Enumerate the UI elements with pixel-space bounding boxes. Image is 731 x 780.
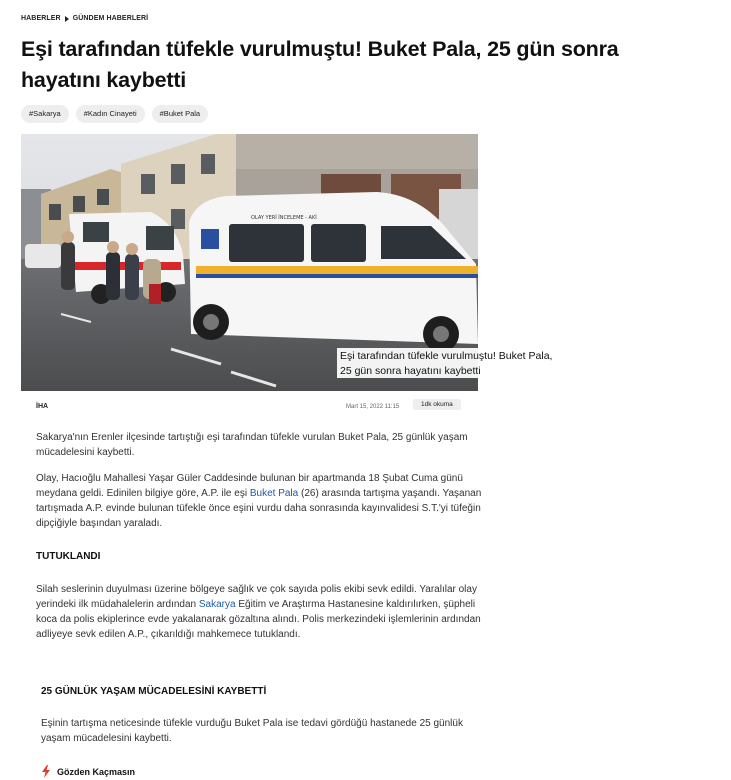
tag-sakarya[interactable]: #Sakarya xyxy=(21,105,69,123)
caption-line-1: Eşi tarafından tüfekle vurulmuştu! Buket Pala, xyxy=(340,350,553,362)
paragraph-text: (26) arasında tartışma yaşandı. Yaşanan tartışmada A.P. evinde bulunan tüfekle önce eşini vurdu daha sonrasında kayınvalidesi S.T.'yi tüfeğin dipçiğiyle başından yaraladı. xyxy=(36,488,482,529)
link-buket-pala[interactable]: Buket Pala xyxy=(249,488,299,499)
article-paragraph-2 xyxy=(36,471,486,531)
van-label: OLAY YERİ İNCELEME - AKİ xyxy=(251,215,317,221)
paragraph-text: Silah seslerinin duyulması üzerine bölgeye sağlık ve çok sayıda polis ekibi sevk edildi. Yaralılar olay yerindeki ilk müdahalelerin ardından xyxy=(36,584,477,610)
publish-date: Mart 15, 2022 11:15 xyxy=(346,404,400,410)
image-caption xyxy=(337,348,553,378)
tag-buket-pala[interactable]: #Buket Pala xyxy=(152,105,208,123)
link-sakarya[interactable]: Sakarya xyxy=(198,599,236,610)
read-time-badge: 1dk okuma xyxy=(413,399,461,410)
tag-list xyxy=(21,105,208,123)
page-title: Eşi tarafından tüfekle vurulmuştu! Buket Pala, 25 gün sonra hayatını kaybetti xyxy=(21,37,619,92)
news-source[interactable]: İHA xyxy=(36,403,49,410)
article-paragraph-3 xyxy=(36,582,486,642)
subheading-yasam-mucadelesi: 25 GÜNLÜK YAŞAM MÜCADELESİNİ KAYBETTİ xyxy=(41,686,267,697)
breadcrumb xyxy=(21,15,148,22)
tag-kadin-cinayeti[interactable]: #Kadın Cinayeti xyxy=(76,105,145,123)
article-paragraph-1: Sakarya'nın Erenler ilçesinde tartıştığı eşi tarafından tüfekle vurulan Buket Pala, 25 günlük yaşam mücadelesini kaybetti. xyxy=(36,432,468,458)
paragraph-text: Olay, Hacıoğlu Mahallesi Yaşar Güler Caddesinde bulunan bir apartmanda 18 Şubat Cuma günü meydana geldi. Edinilen bilgiye göre, A.P. ile eşi xyxy=(36,473,463,499)
dont-miss-title: Gözden Kaçmasın xyxy=(57,766,136,777)
chevron-right-icon xyxy=(65,16,69,22)
lightning-bolt-icon xyxy=(41,765,51,778)
paragraph-text: Eğitim ve Araştırma Hastanesine kaldırılırken, şüpheli koca da polis ekiplerince evde yakalanarak gözaltına alındı. Polis merkezindeki işlemlerinin ardından adliyeye sevk edilen A.P., çıkarıldığı mahkemece tutuklandı. xyxy=(36,599,481,640)
breadcrumb-section[interactable]: GÜNDEM HABERLERİ xyxy=(72,15,149,22)
breadcrumb-home[interactable]: HABERLER xyxy=(21,15,61,22)
dont-miss-section xyxy=(41,765,135,778)
subheading-tutuklandi: TUTUKLANDI xyxy=(36,551,101,562)
article-paragraph-4: Eşinin tartışma neticesinde tüfekle vurduğu Buket Pala ise tedavi gördüğü hastanede 25 günlük yaşam mücadelesini kaybetti. xyxy=(41,718,463,744)
caption-line-2: 25 gün sonra hayatını kaybetti xyxy=(340,364,481,377)
